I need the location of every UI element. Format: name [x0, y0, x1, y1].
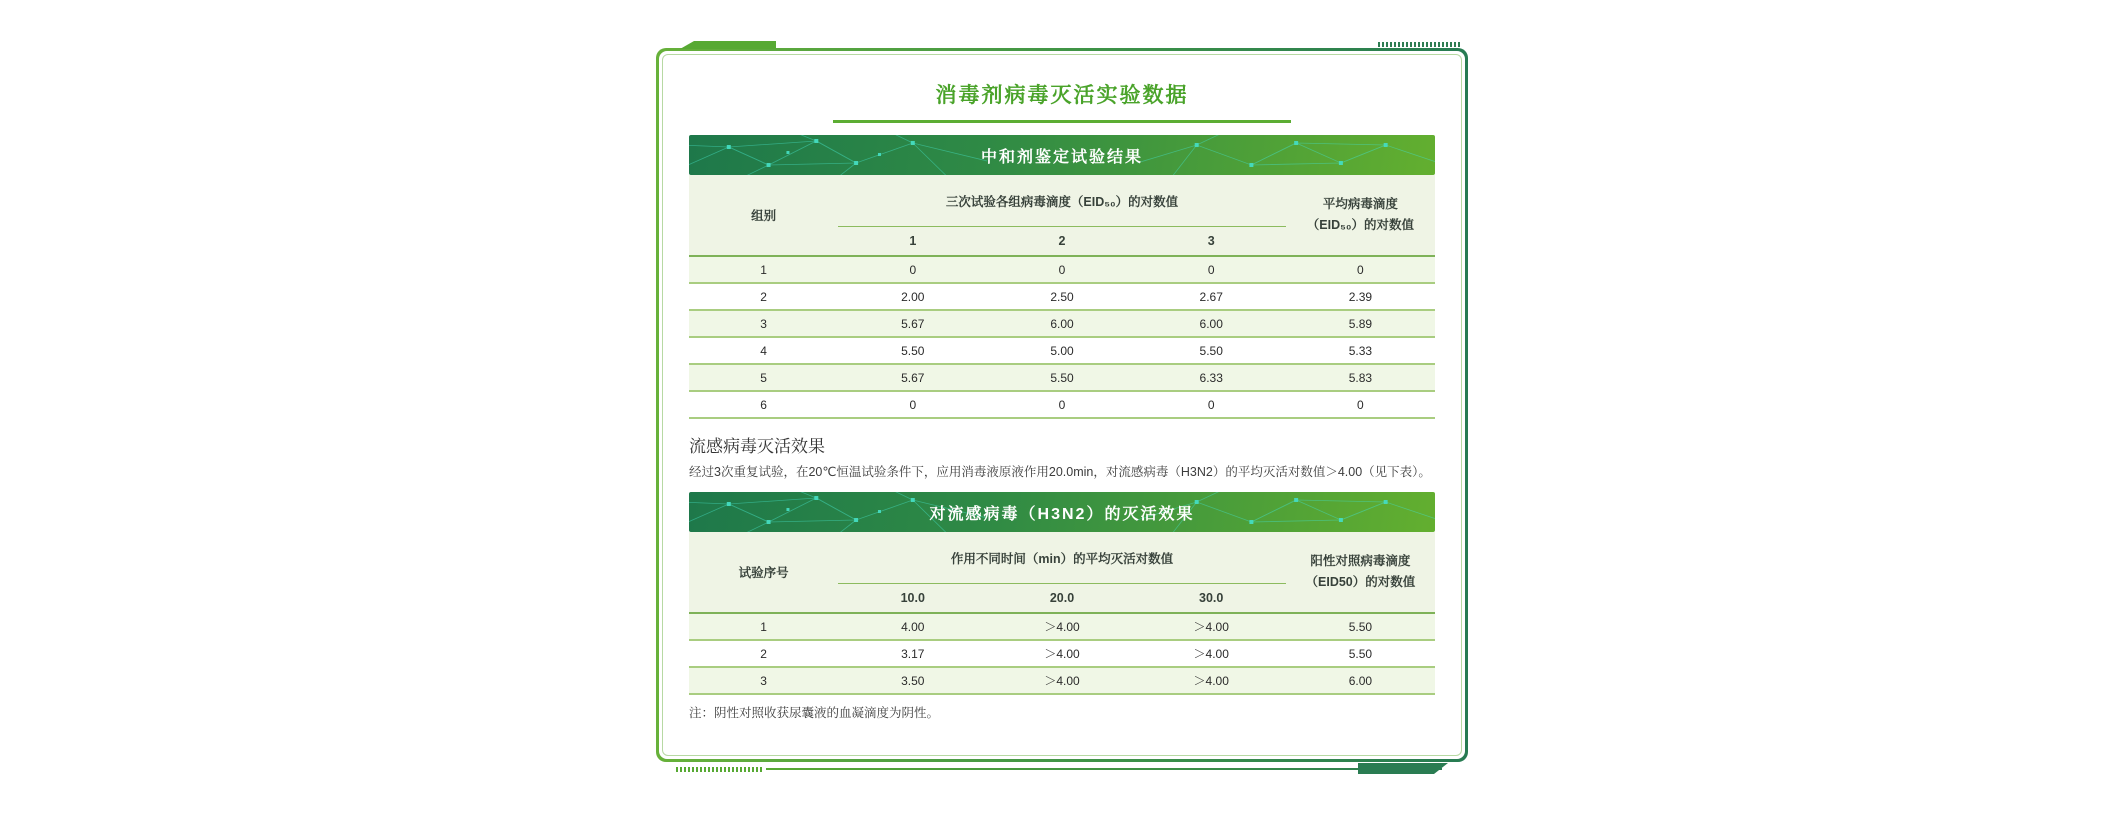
cell: 0 [1058, 262, 1066, 277]
inactivation-table-header [689, 532, 1435, 614]
cell: 0 [1207, 397, 1215, 412]
top-left-tab-decoration [680, 41, 776, 49]
cell: 5.89 [1348, 316, 1373, 331]
table-row [689, 641, 1435, 668]
cell: 1 [760, 262, 767, 277]
cell: 6.00 [1050, 316, 1074, 331]
cell: ＞4.00 [1044, 674, 1080, 688]
cell: 3 [760, 673, 767, 688]
cell: 2.50 [1050, 289, 1074, 304]
cell: 5.67 [901, 370, 925, 385]
table-row [689, 668, 1435, 695]
cell: 3 [760, 316, 767, 331]
inactivation-table [689, 532, 1435, 695]
inactivation-paragraph: 经过3次重复试验，在20℃恒温试验条件下，应用消毒液原液作用20.0min，对流感病毒（H3N2）的平均灭活对数值＞4.00（见下表）。 [689, 465, 1431, 479]
footnote: 注：阴性对照收获尿囊液的血凝滴度为阴性。 [689, 706, 940, 720]
cell: 5.50 [1348, 619, 1373, 634]
cell: ＞4.00 [1044, 620, 1080, 634]
cell: 1 [760, 619, 767, 634]
column-header-average-line1: 平均病毒滴度 [1322, 196, 1398, 211]
cell: 3.50 [901, 673, 925, 688]
cell: 5.67 [901, 316, 925, 331]
cell: 2.39 [1348, 289, 1373, 304]
cell: 5.50 [1199, 343, 1223, 358]
column-header-span: 作用不同时间（min）的平均灭活对数值 [838, 532, 1286, 584]
neutralizer-section-banner [689, 135, 1435, 175]
cell: 0 [1357, 262, 1364, 277]
sub-header-10min: 10.0 [900, 591, 925, 605]
column-header-average-line2: （EID₅₀）的对数值 [1306, 218, 1414, 232]
card-border-gap [659, 51, 1465, 759]
bottom-line-decoration [766, 768, 1442, 770]
cell: 5.50 [1050, 370, 1074, 385]
sub-header-20min: 20.0 [1049, 591, 1075, 605]
cell: 4.00 [901, 619, 925, 634]
cell: 6.00 [1199, 316, 1223, 331]
cell: 5.83 [1348, 370, 1373, 385]
inactivation-banner-title: 对流感病毒（H3N2）的灭活效果 [929, 505, 1195, 523]
cell: ＞4.00 [1193, 647, 1229, 661]
sub-header-trial-1: 1 [909, 234, 917, 248]
column-header-span: 三次试验各组病毒滴度（EID₅₀）的对数值 [838, 175, 1286, 227]
table-row [689, 257, 1435, 284]
inactivation-heading: 流感病毒灭活效果 [689, 437, 825, 456]
table-row [689, 284, 1435, 311]
cell: 0 [1058, 397, 1066, 412]
table-row [689, 614, 1435, 641]
top-right-ticks-decoration [1378, 42, 1460, 47]
column-header-control [1286, 532, 1435, 612]
neutralizer-banner-title: 中和剂鉴定试验结果 [980, 148, 1143, 166]
sub-header-30min: 30.0 [1199, 591, 1224, 605]
column-header-average [1286, 175, 1435, 255]
table-row [689, 392, 1435, 419]
table-row [689, 365, 1435, 392]
neutralizer-table-header [689, 175, 1435, 257]
report-card [656, 48, 1468, 762]
cell: 5.33 [1348, 343, 1373, 358]
bottom-right-tab-decoration [1358, 763, 1448, 774]
cell: 0 [909, 397, 917, 412]
cell: ＞4.00 [1044, 647, 1080, 661]
constellation-pattern-icon [689, 135, 987, 175]
cell: ＞4.00 [1193, 674, 1229, 688]
title-underline [833, 120, 1291, 123]
page-title: 消毒剂病毒灭活实验数据 [935, 84, 1189, 107]
cell: 2.00 [901, 289, 925, 304]
cell: 3.17 [901, 646, 925, 661]
column-header-serial: 试验序号 [738, 566, 789, 580]
neutralizer-table [689, 175, 1435, 419]
column-header-control-line1: 阳性对照病毒滴度 [1310, 553, 1411, 568]
cell: 2 [760, 646, 767, 661]
cell: 0 [1207, 262, 1215, 277]
cell: 6.00 [1348, 673, 1373, 688]
cell: 0 [1357, 397, 1364, 412]
constellation-pattern-icon [1137, 135, 1435, 175]
cell: 6 [760, 397, 767, 412]
table-row [689, 338, 1435, 365]
cell: 5.50 [1348, 646, 1373, 661]
sub-header-trial-3: 3 [1207, 234, 1215, 248]
cell: 5 [760, 370, 767, 385]
cell: 0 [909, 262, 917, 277]
column-header-control-line2: （EID50）的对数值 [1305, 575, 1416, 589]
cell: 5.50 [901, 343, 925, 358]
card-content [662, 54, 1462, 756]
cell: 2.67 [1199, 289, 1223, 304]
column-header-group: 组别 [751, 209, 777, 223]
bottom-left-ticks-decoration [676, 767, 762, 772]
cell: 2 [760, 289, 767, 304]
cell: ＞4.00 [1193, 620, 1229, 634]
table-row [689, 311, 1435, 338]
cell: 6.33 [1199, 370, 1223, 385]
inactivation-section-banner [689, 492, 1435, 532]
cell: 5.00 [1050, 343, 1074, 358]
sub-header-trial-2: 2 [1058, 234, 1066, 248]
cell: 4 [760, 343, 767, 358]
